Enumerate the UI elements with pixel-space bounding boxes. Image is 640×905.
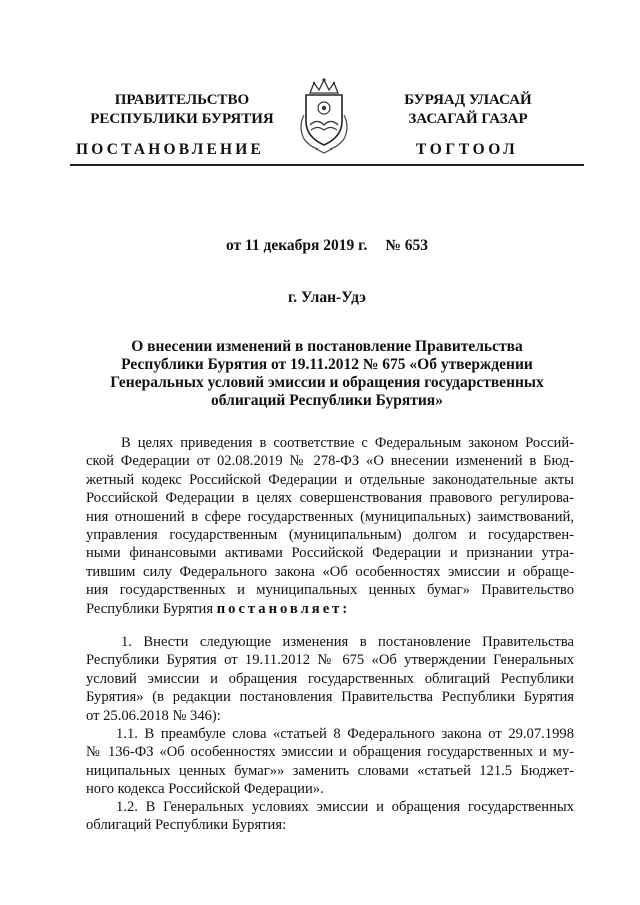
text-line: тившим силу Федерального закона «Об особенностях эмиссии и обраще- (86, 563, 574, 580)
text-line: условий эмиссии и обращения государственных облигаций Республики (86, 670, 574, 687)
text-line (86, 600, 574, 618)
preamble-paragraph (86, 434, 574, 618)
text-line: ниципальных ценных бумаг»» заменить словами «статьей 121.5 Бюджет- (86, 762, 574, 779)
text-line: 1. Внести следующие изменения в постановление Правительства (121, 634, 574, 650)
text-line: ния отношений в сфере государственных (муниципальных) заимствований, (86, 508, 574, 525)
text-line: Российской Федерации в целях совершенствования правового регулирова- (86, 490, 574, 507)
coat-of-arms-icon (296, 75, 352, 155)
doc-type-buryat: ТОГТООЛ (416, 141, 519, 158)
issuer-name-buryat (370, 91, 566, 129)
text-line: Республики Бурятия от 19.11.2012 № 675 «Об утверждении Генеральных (86, 652, 574, 669)
doc-type-russian: ПОСТАНОВЛЕНИЕ (76, 141, 265, 158)
date-and-number (70, 237, 584, 255)
item-1-1-paragraph (86, 725, 574, 799)
title-line: О внесении изменений в постановление Правительства (131, 338, 523, 355)
text-line: № 136-ФЗ «Об особенностях эмиссии и обращения государственных и му- (86, 744, 574, 761)
title-line: Генеральных условий эмиссии и обращения государственных (110, 374, 544, 391)
title-line: облигаций Республики Бурятия» (211, 392, 443, 409)
header-divider (70, 164, 584, 166)
text-line: ного кодекса Российской Федерации». (86, 781, 324, 798)
text-line: облигаций Республики Бурятия: (86, 817, 287, 834)
item-1-2-paragraph (86, 798, 574, 835)
issuer-line: ЗАСАГАЙ ГАЗАР (408, 111, 528, 127)
item-1-paragraph (86, 633, 574, 725)
issuer-line: ПРАВИТЕЛЬСТВО (114, 92, 250, 108)
text-line: жетный кодекс Российской Федерации и отдельные законодательные акты (86, 471, 574, 488)
issuer-line: РЕСПУБЛИКИ БУРЯТИЯ (90, 111, 274, 127)
text-line: от 25.06.2018 № 346): (86, 707, 221, 724)
document-title (70, 338, 584, 410)
text-line: 1.1. В преамбуле слова «статьей 8 Федерального закона от 29.07.1998 (116, 726, 574, 742)
text-line: Бурятия» (в редакции постановления Правительства Республики Бурятия (86, 689, 574, 706)
document-number: № 653 (385, 237, 429, 254)
document-city: г. Улан-Удэ (287, 289, 366, 306)
text-line: 1.2. В Генеральных условиях эмиссии и обращения государственных (116, 799, 574, 815)
text-line: В целях приведения в соответствие с Федеральным законом Россий- (121, 435, 574, 451)
title-line: Республики Бурятия от 19.11.2012 № 675 «Об утверждении (121, 356, 533, 373)
text-line: ской Федерации от 02.08.2019 № 278-ФЗ «О внесении изменений в Бюд- (86, 453, 574, 470)
document-date: от 11 декабря 2019 г. (225, 237, 368, 254)
resolves-keyword: постановляет: (216, 600, 351, 617)
text-line: ния государственных и муниципальных ценных бумаг» Правительство (86, 582, 574, 599)
text-line: управления государственным (муниципальным) долгом и государствен- (86, 527, 574, 544)
issuer-name-russian (84, 91, 280, 129)
text-line: ными финансовыми активами Российской Федерации и признании утра- (86, 545, 574, 562)
issuer-line: БУРЯАД УЛАСАЙ (404, 92, 532, 108)
text-fragment: Республики Бурятия (86, 600, 214, 617)
